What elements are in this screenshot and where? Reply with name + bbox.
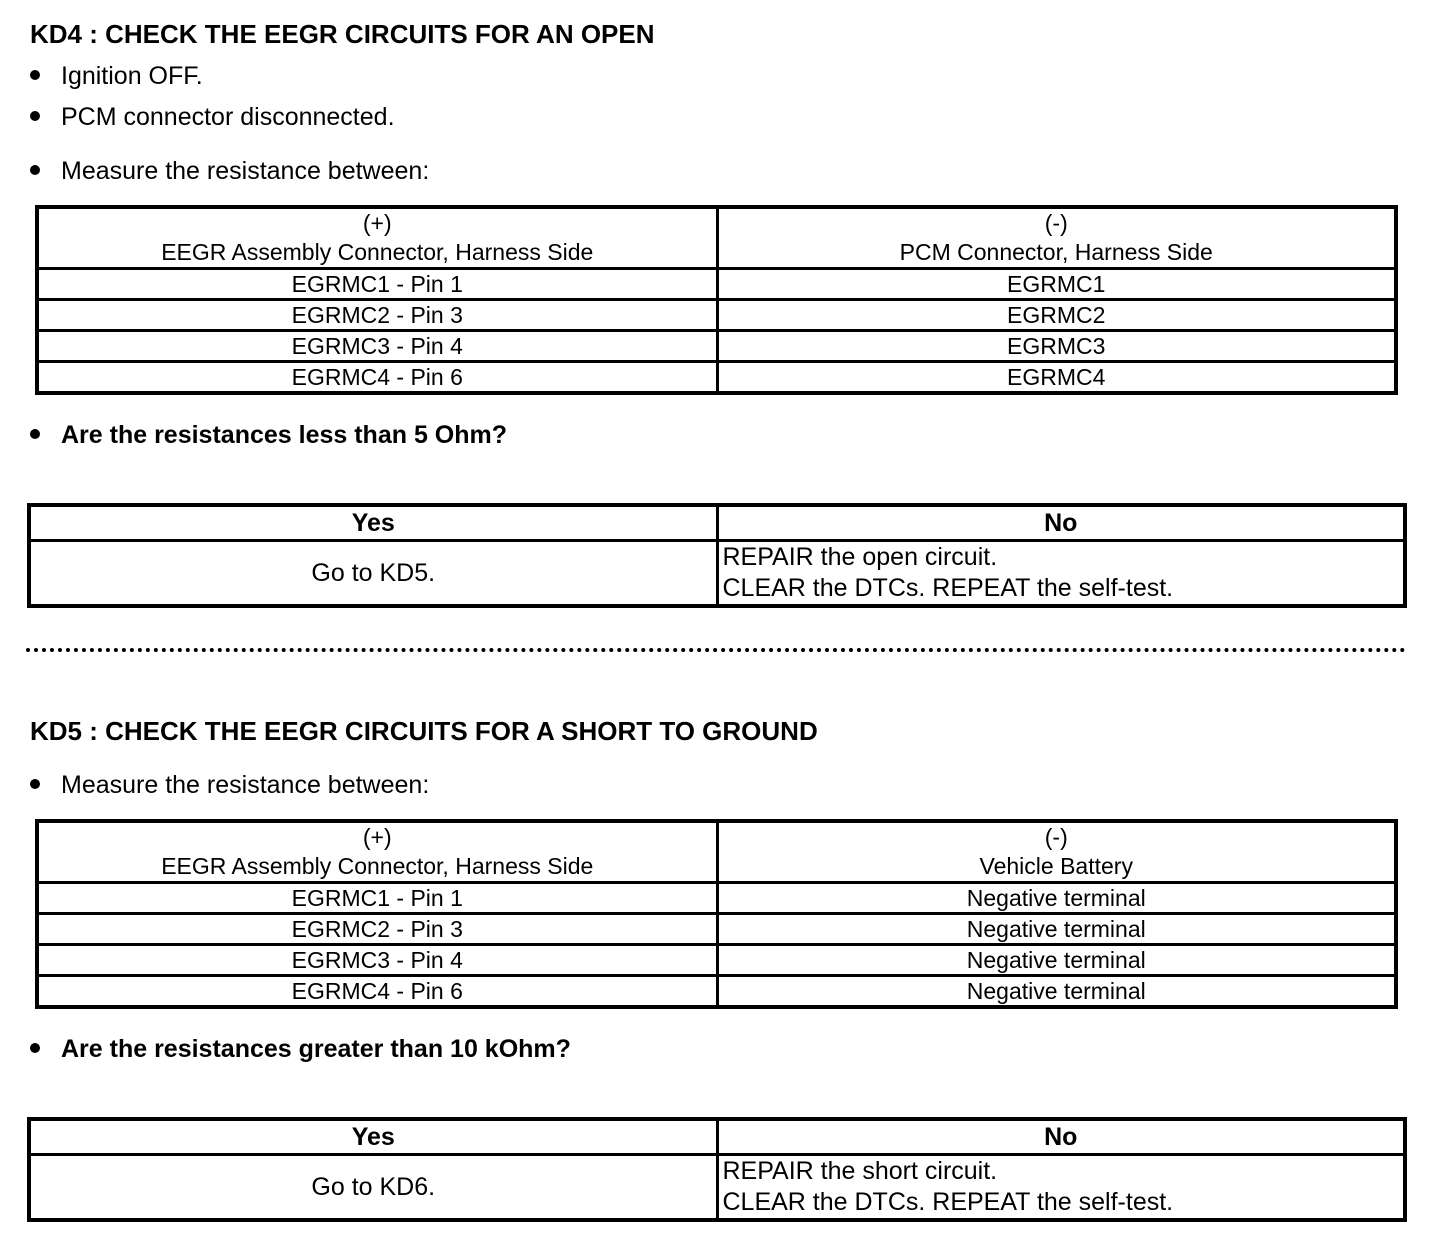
table-row: EGRMC1 - Pin 1 Negative terminal [37, 883, 1396, 914]
section-divider [26, 648, 1406, 652]
column-header-negative: (-) PCM Connector, Harness Side [717, 207, 1396, 269]
table-row: EGRMC4 - Pin 6 Negative terminal [37, 976, 1396, 1008]
table-row: EGRMC1 - Pin 1 EGRMC1 [37, 269, 1396, 300]
yes-action: Go to KD6. [29, 1155, 717, 1221]
no-action: REPAIR the short circuit. CLEAR the DTCs. REPEAT the self-test. [717, 1155, 1405, 1221]
bullet-dot-icon [30, 1043, 40, 1053]
kd5-question: Are the resistances greater than 10 kOhm? [30, 1034, 571, 1064]
kd4-result-table [27, 503, 1407, 608]
kd4-bullet-ignition: Ignition OFF. [30, 61, 203, 91]
table-header-row [29, 1119, 1405, 1155]
bullet-dot-icon [30, 70, 40, 80]
column-header-negative: (-) Vehicle Battery [717, 821, 1396, 883]
yes-header: Yes [29, 1119, 717, 1155]
kd5-measurement-table [35, 819, 1398, 1009]
table-row [29, 1155, 1405, 1221]
yes-action: Go to KD5. [29, 541, 717, 607]
kd5-result-table [27, 1117, 1407, 1222]
table-row: EGRMC4 - Pin 6 EGRMC4 [37, 362, 1396, 394]
table-header-row [37, 821, 1396, 883]
kd4-heading: KD4 : CHECK THE EEGR CIRCUITS FOR AN OPEN [30, 19, 655, 49]
no-header: No [717, 1119, 1405, 1155]
table-header-row [29, 505, 1405, 541]
kd4-measurement-table [35, 205, 1398, 395]
table-row: EGRMC3 - Pin 4 EGRMC3 [37, 331, 1396, 362]
kd4-question: Are the resistances less than 5 Ohm? [30, 420, 507, 450]
kd5-heading: KD5 : CHECK THE EEGR CIRCUITS FOR A SHORT TO GROUND [30, 716, 818, 746]
kd4-bullet-pcm: PCM connector disconnected. [30, 102, 395, 132]
table-row: EGRMC2 - Pin 3 Negative terminal [37, 914, 1396, 945]
table-header-row [37, 207, 1396, 269]
yes-header: Yes [29, 505, 717, 541]
table-row [29, 541, 1405, 607]
no-header: No [717, 505, 1405, 541]
bullet-dot-icon [30, 779, 40, 789]
kd4-bullet-measure: Measure the resistance between: [30, 156, 429, 186]
kd5-bullet-measure: Measure the resistance between: [30, 770, 429, 800]
table-row: EGRMC2 - Pin 3 EGRMC2 [37, 300, 1396, 331]
column-header-positive: (+) EEGR Assembly Connector, Harness Side [37, 821, 717, 883]
column-header-positive: (+) EEGR Assembly Connector, Harness Side [37, 207, 717, 269]
bullet-dot-icon [30, 165, 40, 175]
no-action: REPAIR the open circuit. CLEAR the DTCs. REPEAT the self-test. [717, 541, 1405, 607]
table-row: EGRMC3 - Pin 4 Negative terminal [37, 945, 1396, 976]
bullet-dot-icon [30, 111, 40, 121]
bullet-dot-icon [30, 429, 40, 439]
